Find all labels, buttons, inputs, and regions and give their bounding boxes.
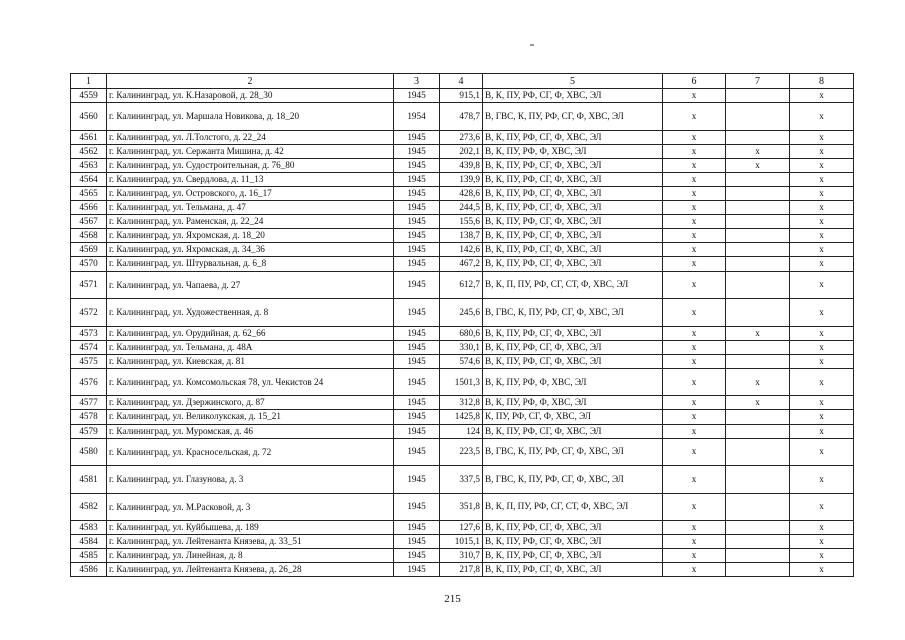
col8-mark: х bbox=[790, 521, 854, 535]
utilities-cell: В, К, ПУ, РФ, СГ, Ф, ХВС, ЭЛ bbox=[483, 89, 663, 103]
address-cell: г. Калининград, ул. Куйбышева, д. 189 bbox=[107, 521, 394, 535]
table-row bbox=[71, 354, 854, 368]
year-cell: 1945 bbox=[394, 229, 440, 243]
area-cell: 244,5 bbox=[440, 201, 483, 215]
address-cell: г. Калининград, ул. Лейтенанта Князева, д. 33_51 bbox=[107, 535, 394, 549]
year-cell: 1945 bbox=[394, 89, 440, 103]
area-cell: 915,1 bbox=[440, 89, 483, 103]
year-cell: 1945 bbox=[394, 466, 440, 494]
row-number: 4561 bbox=[71, 130, 107, 144]
row-number: 4586 bbox=[71, 563, 107, 577]
area-cell: 245,6 bbox=[440, 299, 483, 327]
year-cell: 1945 bbox=[394, 368, 440, 396]
area-cell: 202,1 bbox=[440, 144, 483, 158]
area-cell: 127,6 bbox=[440, 521, 483, 535]
address-cell: г. Калининград, ул. Л.Толстого, д. 22_24 bbox=[107, 130, 394, 144]
col8-mark: х bbox=[790, 271, 854, 299]
row-number: 4580 bbox=[71, 438, 107, 466]
utilities-cell: В, К, ПУ, РФ, СГ, Ф, ХВС, ЭЛ bbox=[483, 535, 663, 549]
utilities-cell: В, К, ПУ, РФ, СГ, Ф, ХВС, ЭЛ bbox=[483, 229, 663, 243]
area-cell: 312,8 bbox=[440, 396, 483, 410]
utilities-cell: В, К, ПУ, РФ, СГ, Ф, ХВС, ЭЛ bbox=[483, 257, 663, 271]
col8-mark: х bbox=[790, 396, 854, 410]
table-row bbox=[71, 130, 854, 144]
col7-mark bbox=[726, 130, 790, 144]
year-cell: 1945 bbox=[394, 172, 440, 186]
col6-mark: х bbox=[663, 549, 726, 563]
col6-mark: х bbox=[663, 466, 726, 494]
year-cell: 1945 bbox=[394, 410, 440, 424]
col6-mark: х bbox=[663, 438, 726, 466]
year-cell: 1945 bbox=[394, 201, 440, 215]
col8-mark: х bbox=[790, 535, 854, 549]
col6-mark: х bbox=[663, 130, 726, 144]
row-number: 4564 bbox=[71, 172, 107, 186]
col7-mark: х bbox=[726, 144, 790, 158]
row-number: 4560 bbox=[71, 103, 107, 131]
area-cell: 139,9 bbox=[440, 172, 483, 186]
address-cell: г. Калининград, ул. Маршала Новикова, д. 18_20 bbox=[107, 103, 394, 131]
page-number: 215 bbox=[444, 593, 461, 605]
area-cell: 428,6 bbox=[440, 186, 483, 200]
col8-mark: х bbox=[790, 424, 854, 438]
row-number: 4572 bbox=[71, 299, 107, 327]
utilities-cell: В, К, ПУ, РФ, СГ, Ф, ХВС, ЭЛ bbox=[483, 521, 663, 535]
utilities-cell: В, К, ПУ, РФ, СГ, Ф, ХВС, ЭЛ bbox=[483, 243, 663, 257]
col6-mark: х bbox=[663, 521, 726, 535]
area-cell: 478,7 bbox=[440, 103, 483, 131]
address-cell: г. Калининград, ул. Комсомольская 78, ул. Чекистов 24 bbox=[107, 368, 394, 396]
col8-mark: х bbox=[790, 215, 854, 229]
utilities-cell: В, ГВС, К, ПУ, РФ, СГ, Ф, ХВС, ЭЛ bbox=[483, 466, 663, 494]
table-row bbox=[71, 549, 854, 563]
area-cell: 1425,8 bbox=[440, 410, 483, 424]
col7-mark bbox=[726, 186, 790, 200]
utilities-cell: В, ГВС, К, ПУ, РФ, СГ, Ф, ХВС, ЭЛ bbox=[483, 103, 663, 131]
col6-mark: х bbox=[663, 563, 726, 577]
area-cell: 439,8 bbox=[440, 158, 483, 172]
col8-mark: х bbox=[790, 563, 854, 577]
col6-mark: х bbox=[663, 493, 726, 521]
col6-mark: х bbox=[663, 229, 726, 243]
col8-mark: х bbox=[790, 243, 854, 257]
col6-mark: х bbox=[663, 89, 726, 103]
col7-mark bbox=[726, 535, 790, 549]
table-row bbox=[71, 493, 854, 521]
col6-mark: х bbox=[663, 215, 726, 229]
table-row bbox=[71, 103, 854, 131]
col7-mark bbox=[726, 103, 790, 131]
col7-mark bbox=[726, 257, 790, 271]
address-cell: г. Калининград, ул. М.Расковой, д. 3 bbox=[107, 493, 394, 521]
col6-mark: х bbox=[663, 243, 726, 257]
utilities-cell: В, К, ПУ, РФ, СГ, Ф, ХВС, ЭЛ bbox=[483, 215, 663, 229]
row-number: 4577 bbox=[71, 396, 107, 410]
utilities-cell: В, К, П, ПУ, РФ, СГ, СТ, Ф, ХВС, ЭЛ bbox=[483, 493, 663, 521]
housing-register-table bbox=[70, 73, 854, 577]
utilities-cell: В, К, ПУ, РФ, СГ, Ф, ХВС, ЭЛ bbox=[483, 563, 663, 577]
area-cell: 310,7 bbox=[440, 549, 483, 563]
row-number: 4582 bbox=[71, 493, 107, 521]
col8-mark: х bbox=[790, 229, 854, 243]
row-number: 4575 bbox=[71, 354, 107, 368]
row-number: 4559 bbox=[71, 89, 107, 103]
col6-mark: х bbox=[663, 354, 726, 368]
address-cell: г. Калининград, ул. Великолукская, д. 15_21 bbox=[107, 410, 394, 424]
area-cell: 351,8 bbox=[440, 493, 483, 521]
year-cell: 1945 bbox=[394, 535, 440, 549]
row-number: 4566 bbox=[71, 201, 107, 215]
area-cell: 1501,3 bbox=[440, 368, 483, 396]
row-number: 4563 bbox=[71, 158, 107, 172]
col7-mark bbox=[726, 549, 790, 563]
area-cell: 612,7 bbox=[440, 271, 483, 299]
address-cell: г. Калининград, ул. Судостроительная, д. 76_80 bbox=[107, 158, 394, 172]
col8-mark: х bbox=[790, 172, 854, 186]
address-cell: г. Калининград, ул. Линейная, д. 8 bbox=[107, 549, 394, 563]
col6-mark: х bbox=[663, 340, 726, 354]
area-cell: 574,6 bbox=[440, 354, 483, 368]
utilities-cell: В, К, ПУ, РФ, СГ, Ф, ХВС, ЭЛ bbox=[483, 354, 663, 368]
row-number: 4583 bbox=[71, 521, 107, 535]
area-cell: 330,1 bbox=[440, 340, 483, 354]
utilities-cell: В, К, ПУ, РФ, СГ, Ф, ХВС, ЭЛ bbox=[483, 130, 663, 144]
year-cell: 1945 bbox=[394, 158, 440, 172]
col7-mark bbox=[726, 340, 790, 354]
utilities-cell: В, К, ПУ, РФ, СГ, Ф, ХВС, ЭЛ bbox=[483, 172, 663, 186]
col7-mark bbox=[726, 466, 790, 494]
col6-mark: х bbox=[663, 103, 726, 131]
col8-mark: х bbox=[790, 144, 854, 158]
address-cell: г. Калининград, ул. Киевская, д. 81 bbox=[107, 354, 394, 368]
address-cell: г. Калининград, ул. Художественная, д. 8 bbox=[107, 299, 394, 327]
utilities-cell: В, К, ПУ, РФ, СГ, Ф, ХВС, ЭЛ bbox=[483, 340, 663, 354]
year-cell: 1945 bbox=[394, 354, 440, 368]
area-cell: 467,2 bbox=[440, 257, 483, 271]
col-header-4: 4 bbox=[440, 74, 483, 89]
col8-mark: х bbox=[790, 201, 854, 215]
address-cell: г. Калининград, ул. Муромская, д. 46 bbox=[107, 424, 394, 438]
col6-mark: х bbox=[663, 299, 726, 327]
area-cell: 138,7 bbox=[440, 229, 483, 243]
address-cell: г. Калининград, ул. Глазунова, д. 3 bbox=[107, 466, 394, 494]
row-number: 4576 bbox=[71, 368, 107, 396]
address-cell: г. Калининград, ул. Лейтенанта Князева, д. 26_28 bbox=[107, 563, 394, 577]
year-cell: 1945 bbox=[394, 257, 440, 271]
utilities-cell: В, К, ПУ, РФ, Ф, ХВС, ЭЛ bbox=[483, 396, 663, 410]
table-row bbox=[71, 340, 854, 354]
row-number: 4585 bbox=[71, 549, 107, 563]
utilities-cell: В, ГВС, К, ПУ, РФ, СГ, Ф, ХВС, ЭЛ bbox=[483, 299, 663, 327]
year-cell: 1945 bbox=[394, 271, 440, 299]
col7-mark bbox=[726, 201, 790, 215]
utilities-cell: В, К, ПУ, РФ, СГ, Ф, ХВС, ЭЛ bbox=[483, 326, 663, 340]
area-cell: 124 bbox=[440, 424, 483, 438]
col-header-3: 3 bbox=[394, 74, 440, 89]
address-cell: г. Калининград, ул. Тельмана, д. 48А bbox=[107, 340, 394, 354]
row-number: 4562 bbox=[71, 144, 107, 158]
area-cell: 337,5 bbox=[440, 466, 483, 494]
col8-mark: х bbox=[790, 354, 854, 368]
col8-mark: х bbox=[790, 130, 854, 144]
col-header-8: 8 bbox=[790, 74, 854, 89]
address-cell: г. Калининград, ул. Орудийная, д. 62_66 bbox=[107, 326, 394, 340]
col8-mark: х bbox=[790, 466, 854, 494]
col-header-2: 2 bbox=[107, 74, 394, 89]
col7-mark bbox=[726, 438, 790, 466]
year-cell: 1945 bbox=[394, 186, 440, 200]
row-number: 4581 bbox=[71, 466, 107, 494]
col8-mark: х bbox=[790, 158, 854, 172]
utilities-cell: В, К, ПУ, РФ, СГ, Ф, ХВС, ЭЛ bbox=[483, 158, 663, 172]
col6-mark: х bbox=[663, 271, 726, 299]
address-cell: г. Калининград, ул. Свердлова, д. 11_13 bbox=[107, 172, 394, 186]
table-row bbox=[71, 201, 854, 215]
col7-mark bbox=[726, 410, 790, 424]
col7-mark: х bbox=[726, 158, 790, 172]
col8-mark: х bbox=[790, 340, 854, 354]
col-header-7: 7 bbox=[726, 74, 790, 89]
col8-mark: х bbox=[790, 186, 854, 200]
table-row bbox=[71, 396, 854, 410]
year-cell: 1945 bbox=[394, 563, 440, 577]
address-cell: г. Калининград, ул. Красносельская, д. 72 bbox=[107, 438, 394, 466]
table-row bbox=[71, 89, 854, 103]
utilities-cell: К, ПУ, РФ, СГ, Ф, ХВС, ЭЛ bbox=[483, 410, 663, 424]
col7-mark bbox=[726, 271, 790, 299]
col6-mark: х bbox=[663, 535, 726, 549]
table-row bbox=[71, 158, 854, 172]
utilities-cell: В, ГВС, К, ПУ, РФ, СГ, Ф, ХВС, ЭЛ bbox=[483, 438, 663, 466]
utilities-cell: В, К, ПУ, РФ, СГ, Ф, ХВС, ЭЛ bbox=[483, 549, 663, 563]
col6-mark: х bbox=[663, 201, 726, 215]
address-cell: г. Калининград, ул. Яхромская, д. 18_20 bbox=[107, 229, 394, 243]
col7-mark bbox=[726, 354, 790, 368]
year-cell: 1945 bbox=[394, 144, 440, 158]
table-row bbox=[71, 243, 854, 257]
row-number: 4568 bbox=[71, 229, 107, 243]
year-cell: 1945 bbox=[394, 396, 440, 410]
year-cell: 1945 bbox=[394, 424, 440, 438]
col8-mark: х bbox=[790, 89, 854, 103]
col6-mark: х bbox=[663, 172, 726, 186]
table-header-row bbox=[71, 74, 854, 89]
col7-mark: х bbox=[726, 368, 790, 396]
address-cell: г. Калининград, ул. К.Назаровой, д. 28_30 bbox=[107, 89, 394, 103]
area-cell: 142,6 bbox=[440, 243, 483, 257]
col8-mark: х bbox=[790, 410, 854, 424]
col7-mark: х bbox=[726, 396, 790, 410]
utilities-cell: В, К, ПУ, РФ, СГ, Ф, ХВС, ЭЛ bbox=[483, 424, 663, 438]
table-row bbox=[71, 466, 854, 494]
address-cell: г. Калининград, ул. Раменская, д. 22_24 bbox=[107, 215, 394, 229]
col6-mark: х bbox=[663, 326, 726, 340]
row-number: 4578 bbox=[71, 410, 107, 424]
utilities-cell: В, К, ПУ, РФ, Ф, ХВС, ЭЛ bbox=[483, 144, 663, 158]
year-cell: 1945 bbox=[394, 299, 440, 327]
col8-mark: х bbox=[790, 368, 854, 396]
table-row bbox=[71, 424, 854, 438]
year-cell: 1945 bbox=[394, 493, 440, 521]
area-cell: 155,6 bbox=[440, 215, 483, 229]
col6-mark: х bbox=[663, 410, 726, 424]
row-number: 4579 bbox=[71, 424, 107, 438]
col6-mark: х bbox=[663, 144, 726, 158]
row-number: 4584 bbox=[71, 535, 107, 549]
col7-mark bbox=[726, 563, 790, 577]
col7-mark bbox=[726, 243, 790, 257]
year-cell: 1945 bbox=[394, 130, 440, 144]
col6-mark: х bbox=[663, 158, 726, 172]
col6-mark: х bbox=[663, 396, 726, 410]
table-row bbox=[71, 438, 854, 466]
table-row bbox=[71, 368, 854, 396]
address-cell: г. Калининград, ул. Островского, д. 16_17 bbox=[107, 186, 394, 200]
col7-mark bbox=[726, 89, 790, 103]
row-number: 4571 bbox=[71, 271, 107, 299]
row-number: 4573 bbox=[71, 326, 107, 340]
table-row bbox=[71, 326, 854, 340]
col8-mark: х bbox=[790, 299, 854, 327]
year-cell: 1945 bbox=[394, 438, 440, 466]
year-cell: 1945 bbox=[394, 521, 440, 535]
col7-mark bbox=[726, 215, 790, 229]
table-body bbox=[71, 74, 854, 577]
col6-mark: х bbox=[663, 424, 726, 438]
col6-mark: х bbox=[663, 368, 726, 396]
utilities-cell: В, К, ПУ, РФ, Ф, ХВС, ЭЛ bbox=[483, 368, 663, 396]
col7-mark bbox=[726, 172, 790, 186]
col6-mark: х bbox=[663, 257, 726, 271]
row-number: 4569 bbox=[71, 243, 107, 257]
table-row bbox=[71, 172, 854, 186]
col7-mark bbox=[726, 424, 790, 438]
address-cell: г. Калининград, ул. Чапаева, д. 27 bbox=[107, 271, 394, 299]
col-header-5: 5 bbox=[483, 74, 663, 89]
col8-mark: х bbox=[790, 493, 854, 521]
col8-mark: х bbox=[790, 257, 854, 271]
table-row bbox=[71, 410, 854, 424]
table-row bbox=[71, 535, 854, 549]
address-cell: г. Калининград, ул. Сержанта Мишина, д. 42 bbox=[107, 144, 394, 158]
table-row bbox=[71, 186, 854, 200]
address-cell: г. Калининград, ул. Дзержинского, д. 87 bbox=[107, 396, 394, 410]
table-row bbox=[71, 229, 854, 243]
table-row bbox=[71, 299, 854, 327]
area-cell: 223,5 bbox=[440, 438, 483, 466]
year-cell: 1945 bbox=[394, 326, 440, 340]
table-row bbox=[71, 144, 854, 158]
address-cell: г. Калининград, ул. Штурвальная, д. 6_8 bbox=[107, 257, 394, 271]
row-number: 4574 bbox=[71, 340, 107, 354]
utilities-cell: В, К, П, ПУ, РФ, СГ, СТ, Ф, ХВС, ЭЛ bbox=[483, 271, 663, 299]
scan-mark bbox=[530, 44, 534, 46]
row-number: 4567 bbox=[71, 215, 107, 229]
col8-mark: х bbox=[790, 438, 854, 466]
year-cell: 1954 bbox=[394, 103, 440, 131]
area-cell: 217,8 bbox=[440, 563, 483, 577]
area-cell: 1015,1 bbox=[440, 535, 483, 549]
table-row bbox=[71, 563, 854, 577]
col-header-6: 6 bbox=[663, 74, 726, 89]
address-cell: г. Калининград, ул. Тельмана, д. 47 bbox=[107, 201, 394, 215]
table-row bbox=[71, 271, 854, 299]
table-row bbox=[71, 521, 854, 535]
area-cell: 273,6 bbox=[440, 130, 483, 144]
utilities-cell: В, К, ПУ, РФ, СГ, Ф, ХВС, ЭЛ bbox=[483, 186, 663, 200]
row-number: 4570 bbox=[71, 257, 107, 271]
year-cell: 1945 bbox=[394, 215, 440, 229]
utilities-cell: В, К, ПУ, РФ, СГ, Ф, ХВС, ЭЛ bbox=[483, 201, 663, 215]
year-cell: 1945 bbox=[394, 340, 440, 354]
col-header-1: 1 bbox=[71, 74, 107, 89]
col8-mark: х bbox=[790, 103, 854, 131]
col6-mark: х bbox=[663, 186, 726, 200]
col7-mark bbox=[726, 229, 790, 243]
col7-mark bbox=[726, 521, 790, 535]
col8-mark: х bbox=[790, 549, 854, 563]
table-row bbox=[71, 257, 854, 271]
year-cell: 1945 bbox=[394, 243, 440, 257]
col7-mark bbox=[726, 299, 790, 327]
row-number: 4565 bbox=[71, 186, 107, 200]
col7-mark: х bbox=[726, 326, 790, 340]
col8-mark: х bbox=[790, 326, 854, 340]
year-cell: 1945 bbox=[394, 549, 440, 563]
table-row bbox=[71, 215, 854, 229]
address-cell: г. Калининград, ул. Яхромская, д. 34_36 bbox=[107, 243, 394, 257]
col7-mark bbox=[726, 493, 790, 521]
area-cell: 680,6 bbox=[440, 326, 483, 340]
